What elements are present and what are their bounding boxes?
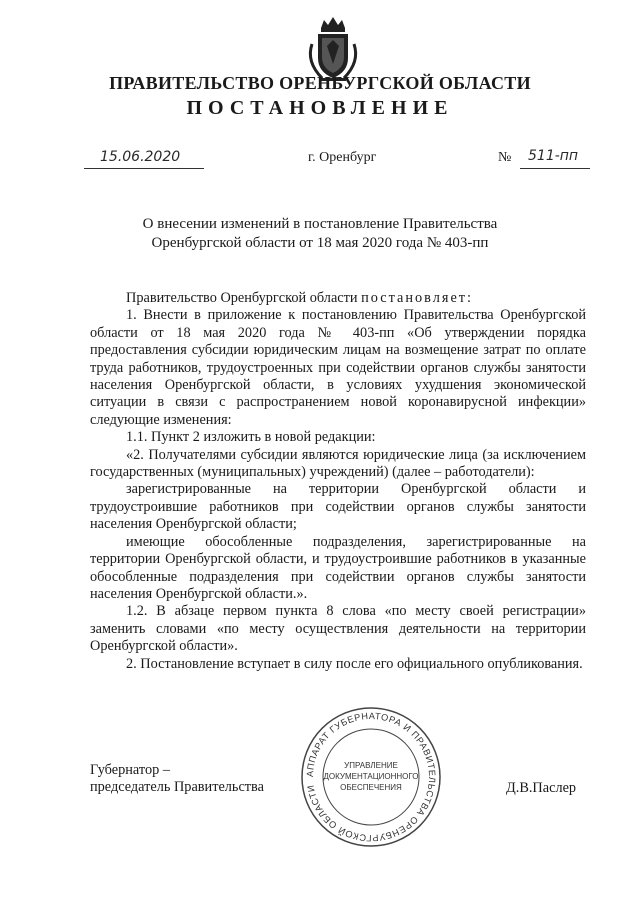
paragraph-1-1: 1.1. Пункт 2 изложить в новой редакции:	[126, 429, 376, 446]
paragraph-2: 2. Постановление вступает в силу после его официального опубликования.	[126, 655, 583, 672]
stamp-center-line-1: УПРАВЛЕНИЕ	[344, 761, 398, 770]
paragraph-quote-2: «2. Получателями субсидии являются юридические лица (за исключением государственных (муниципальных) учреждений) (далее – работодатели):	[90, 446, 586, 481]
intro-verb: постановляет:	[361, 290, 474, 306]
stamp-center-line-3: ОБЕСПЕЧЕНИЯ	[340, 783, 402, 792]
stamp-center-line-2: ДОКУМЕНТАЦИОННОГО	[323, 772, 419, 781]
paragraph-1: 1. Внести в приложение к постановлению Правительства Оренбургской области от 18 мая 2020 года № 403-пп «Об утверждении порядка предоставления субсидии юридическим лицам на возмещение затрат по оплате труда работников, трудоустроенных при содействии органов службы занятости населения Оренбургской области, в условиях ухудшения экономической ситуации в связи с распространением новой коронавирусной инфекции» следующие изменения:	[90, 307, 586, 428]
subject-line-2: Оренбургской области от 18 мая 2020 года № 403-пп	[151, 235, 489, 251]
city: г. Оренбург	[308, 150, 377, 165]
intro-paragraph	[90, 290, 586, 307]
position-line-2: председатель Правительства	[90, 779, 264, 796]
document-subject	[0, 215, 640, 253]
paragraph-registered: зарегистрированные на территории Оренбургской области и трудоустроившие работников при содействии органов службы занятости населения Оренбургской области;	[90, 481, 586, 533]
document-body	[90, 290, 586, 673]
document-type-title: ПОСТАНОВЛЕНИЕ	[186, 97, 454, 119]
stamp-ring-text: АППАРАТ ГУБЕРНАТОРА И ПРАВИТЕЛЬСТВА ОРЕНБУРГСКОЙ ОБЛАСТИ	[304, 710, 438, 844]
document-number: 511-пп	[528, 148, 579, 164]
signatory-name: Д.В.Паслер	[506, 780, 577, 796]
document-date: 15.06.2020	[100, 149, 181, 165]
official-stamp	[300, 706, 442, 848]
intro-subject: Правительство Оренбургской области	[126, 290, 358, 306]
government-title: ПРАВИТЕЛЬСТВО ОРЕНБУРГСКОЙ ОБЛАСТИ	[109, 73, 531, 93]
subject-line-1: О внесении изменений в постановление Правительства	[142, 216, 498, 232]
number-label: №	[498, 150, 512, 165]
position-line-1: Губернатор –	[90, 762, 170, 778]
paragraph-subdivisions: имеющие обособленные подразделения, зарегистрированные на территории Оренбургской области, и трудоустроившие работников в указанные обособленные подразделения при содействии органов службы занятости населения Оренбургской области.».	[90, 533, 586, 602]
signatory-position	[90, 762, 264, 797]
paragraph-1-2: 1.2. В абзаце первом пункта 8 слова «по месту своей регистрации» заменить словами «по месту осуществления деятельности на территории Оренбургской области».	[90, 603, 586, 655]
